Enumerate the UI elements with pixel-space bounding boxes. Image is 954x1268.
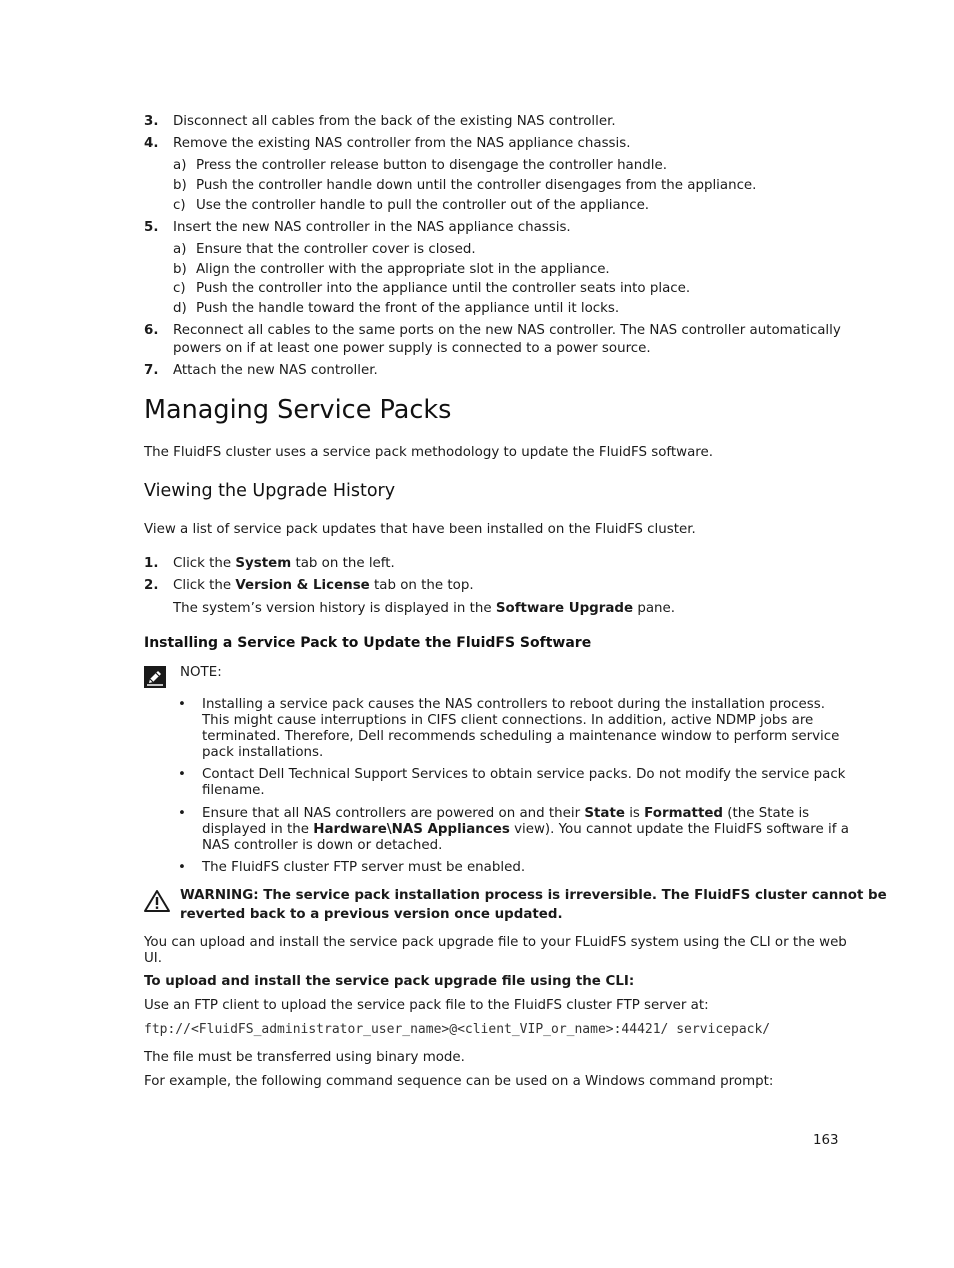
note-pencil-icon xyxy=(144,666,166,688)
example-note: For example, the following command sequence can be used on a Windows command prompt: xyxy=(144,1074,774,1089)
upload-paragraph-line-1: You can upload and install the service pack upgrade file to your FLuidFS system using the CLI or the web xyxy=(144,935,847,950)
version-license-tab-ref: Version & License xyxy=(235,578,370,593)
ftp-intro: Use an FTP client to upload the service pack file to the FluidFS cluster FTP server at: xyxy=(144,998,709,1013)
software-upgrade-pane-ref: Software Upgrade xyxy=(495,601,634,616)
section-title: Managing Service Packs xyxy=(144,395,452,425)
upload-paragraph-line-2: UI. xyxy=(144,951,163,966)
ftp-url: ftp://<FluidFS_administrator_user_name>@<client_VIP_or_name>:44421/ servicepack/ xyxy=(144,1022,771,1037)
page-number: 163 xyxy=(813,1133,839,1148)
document-page: 3. Disconnect all cables from the back of the existing NAS controller. 4. Remove the existing NAS controller from the NAS appliance chassis. a) Press the controller release button to disengage the controller handle. b) Push the controller handle down until the controller disengages from the appliance. c) Use the controller handle to pull the controller out of the appliance. 5. Insert the new NAS controller in the NAS appliance chassis. a) Ensure that the controller cover is closed. b) Align the controller with the appropriate slot in the appliance. c) Push the controller into the appliance until the controller seats into place. d) Push the handle toward the front of the appliance until it locks. 6. Reconnect all cables to the same ports on the new NAS controller. The NAS controller automatically powers on if at least one power supply is connected to a power source. 7. Attach the new NAS controller. Managing Service Packs The FluidFS cluster uses a service pack methodology to update the FluidFS software. Viewing the Upgrade History View a list of service pack updates that have been installed on the FluidFS cluster. 1. Click the System tab on the left. 2. Click the Version & License tab on the top. The system’s version history is displayed in the Software Upgrade pane. Installing a Service Pack to Update the FluidFS Software NOTE: • Installing a service pack causes the NAS controllers to reboot during the installation process. This might cause interruptions in CIFS client connections. In addition, active NDMP jobs are terminated. Therefore, Dell recommends scheduling a maintenance window to perform service pack installations. • Contact Dell Technical Support Services to obtain service packs. Do not modify the service pack filename. • Ensure that all NAS controllers are powered on and their State is Formatted (the State is displayed in the Hardware\NAS Appliances view). You cannot update the FluidFS software if a NAS controller is down or detached. • The FluidFS cluster FTP server must be enabled. WARNING: The service pack installation process is irreversible. The FluidFS cluster cannot be reverted back to a previous version once updated. You can upload and install the service pack upgrade file to your FLuidFS system using the CLI or the web UI. To upload and install the service pack upgrade file using the CLI: Use an FTP client to upload the service pack file to the FluidFS cluster FTP server at: ftp://<FluidFS_administrator_user_name>@<client_VIP_or_name>:44421/ servicepack/ The file must be transferred using binary mode. For example, the following command sequence can be used on a Windows command prompt: 163 xyxy=(144,114,887,1148)
warning-line-2: reverted back to a previous version once updated. xyxy=(180,907,563,922)
binary-mode-note: The file must be transferred using binary mode. xyxy=(144,1050,465,1065)
history-result: The system’s version history is displayed in the Software Upgrade pane. xyxy=(173,601,676,616)
section-intro: The FluidFS cluster uses a service pack methodology to update the FluidFS software. xyxy=(144,445,713,460)
step-6-continued: powers on if at least one power supply is connected to a power source. xyxy=(173,341,651,356)
note-label: NOTE: xyxy=(180,665,222,680)
subsection-title: Viewing the Upgrade History xyxy=(144,481,396,501)
warning-line-1: WARNING: The service pack installation process is irreversible. The FluidFS cluster cannot be xyxy=(180,888,887,903)
subsection-intro: View a list of service pack updates that have been installed on the FluidFS cluster. xyxy=(144,522,696,537)
warning-triangle-icon xyxy=(143,889,171,913)
install-title: Installing a Service Pack to Update the FluidFS Software xyxy=(144,635,592,651)
system-tab-ref: System xyxy=(235,556,292,571)
cli-heading: To upload and install the service pack upgrade file using the CLI: xyxy=(144,974,635,989)
